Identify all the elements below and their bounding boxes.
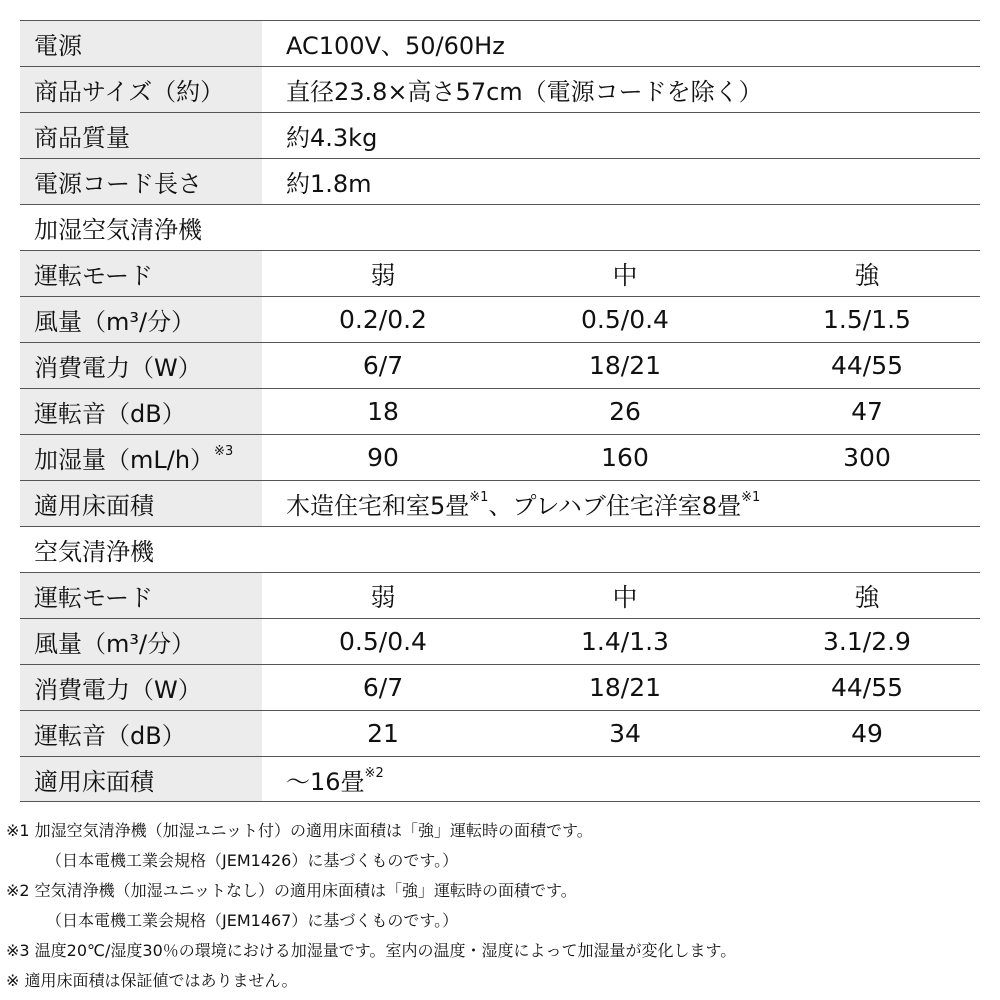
footnotes bbox=[6, 816, 996, 996]
label-hum-humidity-cell bbox=[20, 435, 262, 480]
hum-humidity-low: 90 bbox=[367, 443, 399, 472]
hum-airflow-low: 0.2/0.2 bbox=[339, 305, 427, 334]
hum-floor-prefab: 、プレハブ住宅洋室8畳 bbox=[488, 492, 742, 520]
label-hum-mode: 運転モード bbox=[20, 251, 262, 296]
pur-mode-low: 弱 bbox=[370, 582, 396, 612]
hum-airflow-mid: 0.5/0.4 bbox=[581, 305, 669, 334]
footnote-2-standard: （日本電機工業会規格（JEM1467）に基づくものです。） bbox=[46, 911, 459, 930]
pur-mode-mid: 中 bbox=[612, 582, 638, 612]
pur-mode-high: 強 bbox=[854, 582, 880, 612]
footnote-mark-2: ※2 bbox=[364, 765, 384, 781]
label-product-size: 商品サイズ（約） bbox=[20, 67, 262, 112]
footnote-mark-3: ※3 bbox=[214, 444, 234, 459]
footnote-2: ※2 空気清浄機（加湿ユニットなし）の適用床面積は「強」運転時の面積です。 bbox=[6, 881, 577, 900]
row-pur-noise bbox=[20, 710, 980, 756]
hum-airflow-high: 1.5/1.5 bbox=[823, 305, 911, 334]
section-title-purifier: 空気清浄機 bbox=[20, 526, 980, 572]
label-product-weight: 商品質量 bbox=[20, 113, 262, 158]
footnote-1-standard: （日本電機工業会規格（JEM1426）に基づくものです。） bbox=[46, 851, 459, 870]
row-pur-power bbox=[20, 664, 980, 710]
hum-mode-mid: 中 bbox=[612, 260, 638, 290]
row-product-size bbox=[20, 66, 980, 112]
hum-power-low: 6/7 bbox=[362, 351, 404, 380]
row-cord-length bbox=[20, 158, 980, 204]
row-hum-power bbox=[20, 342, 980, 388]
label-hum-humidity: 加湿量（mL/h） bbox=[34, 446, 215, 474]
pur-airflow-low: 0.5/0.4 bbox=[339, 627, 427, 656]
footnote-3: ※3 温度20℃/湿度30％の環境における加湿量です。室内の温度・湿度によって加湿量が変化します。 bbox=[6, 941, 737, 960]
value-pur-floor bbox=[262, 757, 980, 801]
section-title-humidifying: 加湿空気清浄機 bbox=[20, 204, 980, 250]
value-product-size: 直径23.8×高さ57cm（電源コードを除く） bbox=[286, 78, 763, 106]
row-hum-noise bbox=[20, 388, 980, 434]
label-pur-noise: 運転音（dB） bbox=[20, 711, 262, 756]
label-pur-mode: 運転モード bbox=[20, 573, 262, 618]
row-hum-humidity bbox=[20, 434, 980, 480]
value-cord-length: 約1.8m bbox=[286, 170, 372, 198]
pur-airflow-high: 3.1/2.9 bbox=[823, 627, 911, 656]
row-hum-airflow bbox=[20, 296, 980, 342]
row-pur-airflow bbox=[20, 618, 980, 664]
label-hum-power: 消費電力（W） bbox=[20, 343, 262, 388]
pur-floor-area: ～16畳 bbox=[286, 767, 365, 796]
label-power-supply: 電源 bbox=[20, 21, 262, 66]
row-power-supply bbox=[20, 20, 980, 66]
pur-airflow-mid: 1.4/1.3 bbox=[581, 627, 669, 656]
value-product-weight: 約4.3kg bbox=[286, 124, 378, 152]
row-pur-mode bbox=[20, 572, 980, 618]
pur-power-low: 6/7 bbox=[362, 673, 404, 702]
label-pur-floor: 適用床面積 bbox=[20, 757, 262, 801]
hum-mode-low: 弱 bbox=[370, 260, 396, 290]
hum-noise-low: 18 bbox=[367, 397, 399, 426]
pur-noise-high: 49 bbox=[851, 719, 883, 748]
pur-noise-low: 21 bbox=[367, 719, 399, 748]
label-hum-floor: 適用床面積 bbox=[20, 481, 262, 526]
label-pur-power: 消費電力（W） bbox=[20, 665, 262, 710]
footnote-mark-1b: ※1 bbox=[741, 490, 761, 505]
label-hum-airflow: 風量（m³/分） bbox=[20, 297, 262, 342]
spec-table bbox=[20, 20, 980, 802]
hum-power-mid: 18/21 bbox=[588, 351, 662, 380]
row-product-weight bbox=[20, 112, 980, 158]
hum-humidity-mid: 160 bbox=[601, 443, 649, 472]
pur-power-high: 44/55 bbox=[830, 673, 904, 702]
footnote-mark-1a: ※1 bbox=[469, 490, 489, 505]
label-pur-airflow: 風量（m³/分） bbox=[20, 619, 262, 664]
footnote-disclaimer: ※ 適用床面積は保証値ではありません。 bbox=[6, 971, 298, 990]
hum-noise-high: 47 bbox=[851, 397, 883, 426]
row-pur-floor bbox=[20, 756, 980, 802]
hum-floor-wooden: 木造住宅和室5畳 bbox=[286, 492, 470, 520]
value-hum-floor bbox=[262, 481, 980, 526]
hum-humidity-high: 300 bbox=[843, 443, 891, 472]
footnote-1: ※1 加湿空気清浄機（加湿ユニット付）の適用床面積は「強」運転時の面積です。 bbox=[6, 821, 593, 840]
pur-noise-mid: 34 bbox=[609, 719, 641, 748]
label-cord-length: 電源コード長さ bbox=[20, 159, 262, 204]
row-hum-floor bbox=[20, 480, 980, 526]
hum-power-high: 44/55 bbox=[830, 351, 904, 380]
hum-mode-high: 強 bbox=[854, 260, 880, 290]
label-hum-noise: 運転音（dB） bbox=[20, 389, 262, 434]
value-power-supply: AC100V、50/60Hz bbox=[286, 32, 505, 60]
pur-power-mid: 18/21 bbox=[588, 673, 662, 702]
row-hum-mode bbox=[20, 250, 980, 296]
hum-noise-mid: 26 bbox=[609, 397, 641, 426]
